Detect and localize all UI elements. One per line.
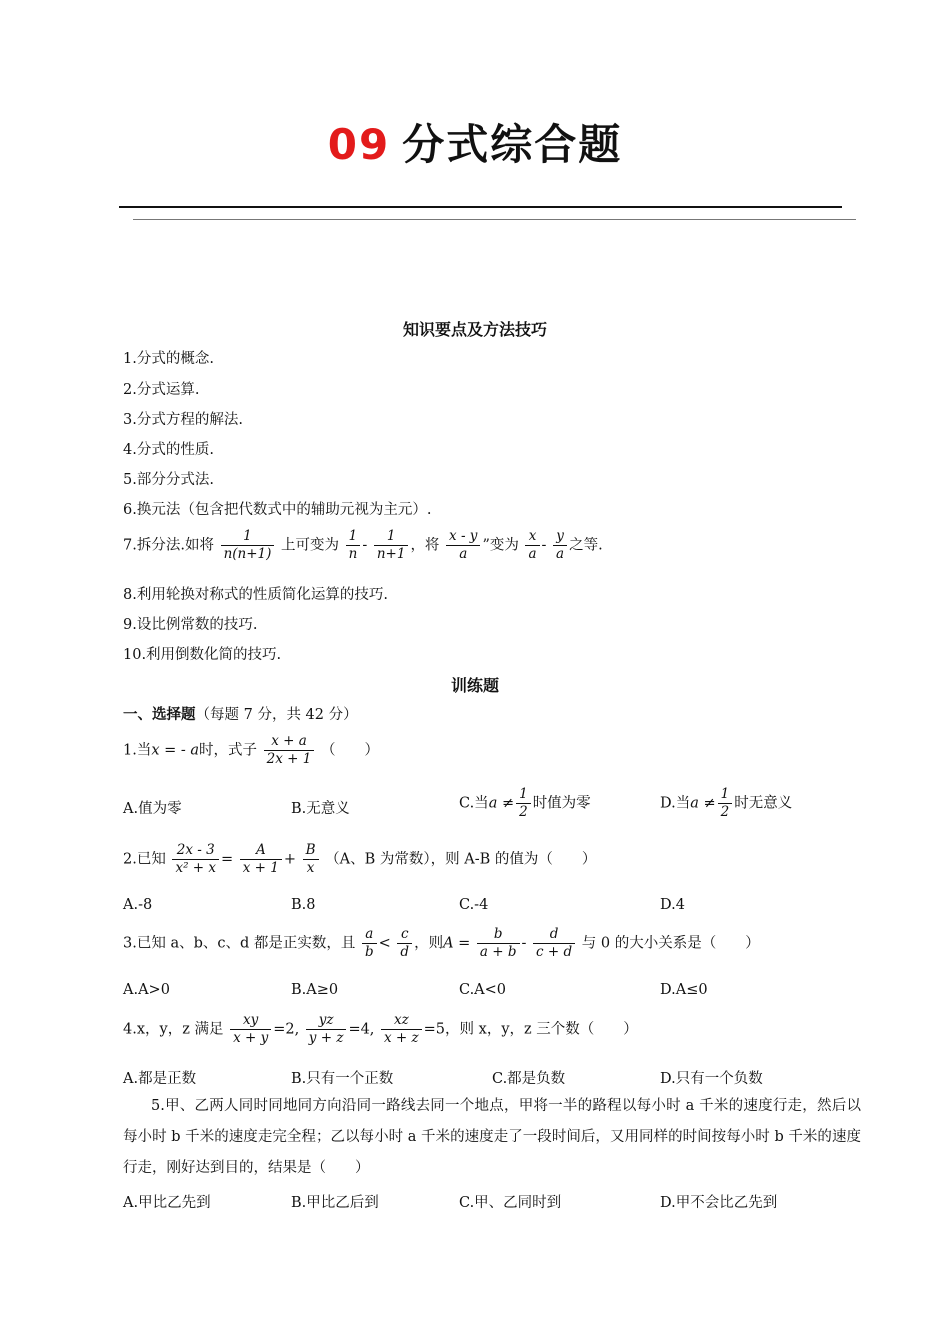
fraction: $\frac{xz}{x + z}$ [381,1012,422,1047]
fraction: $\frac{1}{n+1}$ [374,528,409,563]
knowledge-item: 3.分式方程的解法. [123,412,243,428]
q3-option-a[interactable]: A.A>0 [123,982,170,998]
question-3: 3.已知 a、b、c、d 都是正实数，且 $\frac{a}{b}$ < $\frac{c}{d}$ ，则A = $\frac{b}{a + b}$ - $\frac{d}{c + d}$ 与 0 的大小关系是（ ） [123,926,760,960]
knowledge-item: 8.利用轮换对称式的性质简化运算的技巧. [123,587,388,603]
title-rule-top [119,206,842,208]
q2-option-d[interactable]: D.4 [660,897,685,913]
page-title [0,112,950,172]
knowledge-item: 4.分式的性质. [123,442,214,458]
fraction: $\frac{x - y}{a}$ [446,528,480,563]
q5-option-c[interactable]: C.甲、乙同时到 [459,1195,562,1211]
fraction: $\frac{d}{c + d}$ [533,926,575,961]
q5-option-d[interactable]: D.甲不会比乙先到 [660,1195,778,1211]
q5-option-a[interactable]: A.甲比乙先到 [123,1195,211,1211]
fraction: $\frac{1}{2}$ [718,786,733,821]
fraction: $\frac{xy}{x + y}$ [230,1012,271,1047]
knowledge-item-7: 7.拆分法.如将 $\frac{1}{n(n+1)}$ 上可变为 $\frac{1}{n}$ - $\frac{1}{n+1}$ ，将 $\frac{x - y}{a}$ ”变为 $\frac{x}{a}$ - $\frac{y}{a}$ 之等. [123,528,603,562]
fraction: $\frac{y}{a}$ [553,528,567,563]
q4-option-c[interactable]: C.都是负数 [492,1071,566,1087]
fraction: $\frac{2x - 3}{\text{x² + x}}$ [172,842,219,877]
fraction: $\frac{A}{x + 1}$ [240,842,282,877]
q4-option-b[interactable]: B.只有一个正数 [291,1071,394,1087]
title-text: 分式综合题 [402,120,623,169]
q2-option-c[interactable]: C.-4 [459,897,489,913]
q4-option-a[interactable]: A.都是正数 [123,1071,197,1087]
q1-option-c[interactable]: C.当a ≠ $\frac{1}{2}$ 时值为零 [459,786,591,820]
knowledge-item: 5.部分分式法. [123,472,214,488]
knowledge-item: 9.设比例常数的技巧. [123,617,258,633]
q3-option-d[interactable]: D.A≤0 [660,982,708,998]
q1-option-d[interactable]: D.当a ≠ $\frac{1}{2}$ 时无意义 [660,786,793,820]
question-2: 2.已知 $\frac{2x - 3}{\text{x² + x}}$ = $\frac{A}{x + 1}$ + $\frac{B}{x}$ （A、B 为常数），则 A-B 的值为（ ） [123,842,597,876]
fraction: $\frac{B}{x}$ [303,842,319,877]
knowledge-item: 6.换元法（包含把代数式中的辅助元视为主元）. [123,502,432,518]
q3-option-b[interactable]: B.A≥0 [291,982,339,998]
part-label: 一、选择题（每题 7 分，共 42 分） [123,707,358,723]
fraction: $\frac{a}{b}$ [362,926,377,961]
fraction: $\frac{b}{a + b}$ [477,926,520,961]
q2-option-a[interactable]: A.-8 [123,897,153,913]
fraction: $\frac{c}{d}$ [397,926,412,961]
q1-option-a[interactable]: A.值为零 [123,801,182,817]
knowledge-item: 10.利用倒数化简的技巧. [123,647,282,663]
fraction: $\frac{x}{a}$ [525,528,539,563]
q2-option-b[interactable]: B.8 [291,897,316,913]
fraction: $\frac{x + a}{2x + 1}$ [264,733,315,768]
fraction: $\frac{yz}{y + z}$ [306,1012,347,1047]
knowledge-item: 1.分式的概念. [123,351,214,367]
title-rule-bottom [133,219,856,220]
question-4: 4.x，y，z 满足 $\frac{xy}{x + y}$ =2, $\frac{yz}{y + z}$ =4, $\frac{xz}{x + z}$ =5，则 x，y，z 三个数（ ） [123,1012,638,1046]
q5-option-b[interactable]: B.甲比乙后到 [291,1195,379,1211]
q1-option-b[interactable]: B.无意义 [291,801,350,817]
question-5: 5.甲、乙两人同时同地同方向沿同一路线去同一个地点，甲将一半的路程以每小时 a 千米的速度行走，然后以每小时 b 千米的速度走完全程；乙以每小时 a 千米的速度走了一段时间后，又用同样的时间按每小时 b 千米的速度行走，刚好达到目的，结果是（ ） [123,1098,861,1176]
q4-option-d[interactable]: D.只有一个负数 [660,1071,763,1087]
section-heading-training: 训练题 [450,676,499,695]
title-number: 09 [327,120,391,169]
fraction: $\frac{1}{n}$ [346,528,361,563]
section-heading-knowledge: 知识要点及方法技巧 [402,320,547,339]
fraction: $\frac{1}{n(n+1)}$ [221,528,275,563]
knowledge-item: 2.分式运算. [123,382,200,398]
q3-option-c[interactable]: C.A<0 [459,982,507,998]
question-1: 1.当x = - a时，式子 $\frac{x + a}{2x + 1}$ （ ） [123,733,379,767]
fraction: $\frac{1}{2}$ [516,786,531,821]
